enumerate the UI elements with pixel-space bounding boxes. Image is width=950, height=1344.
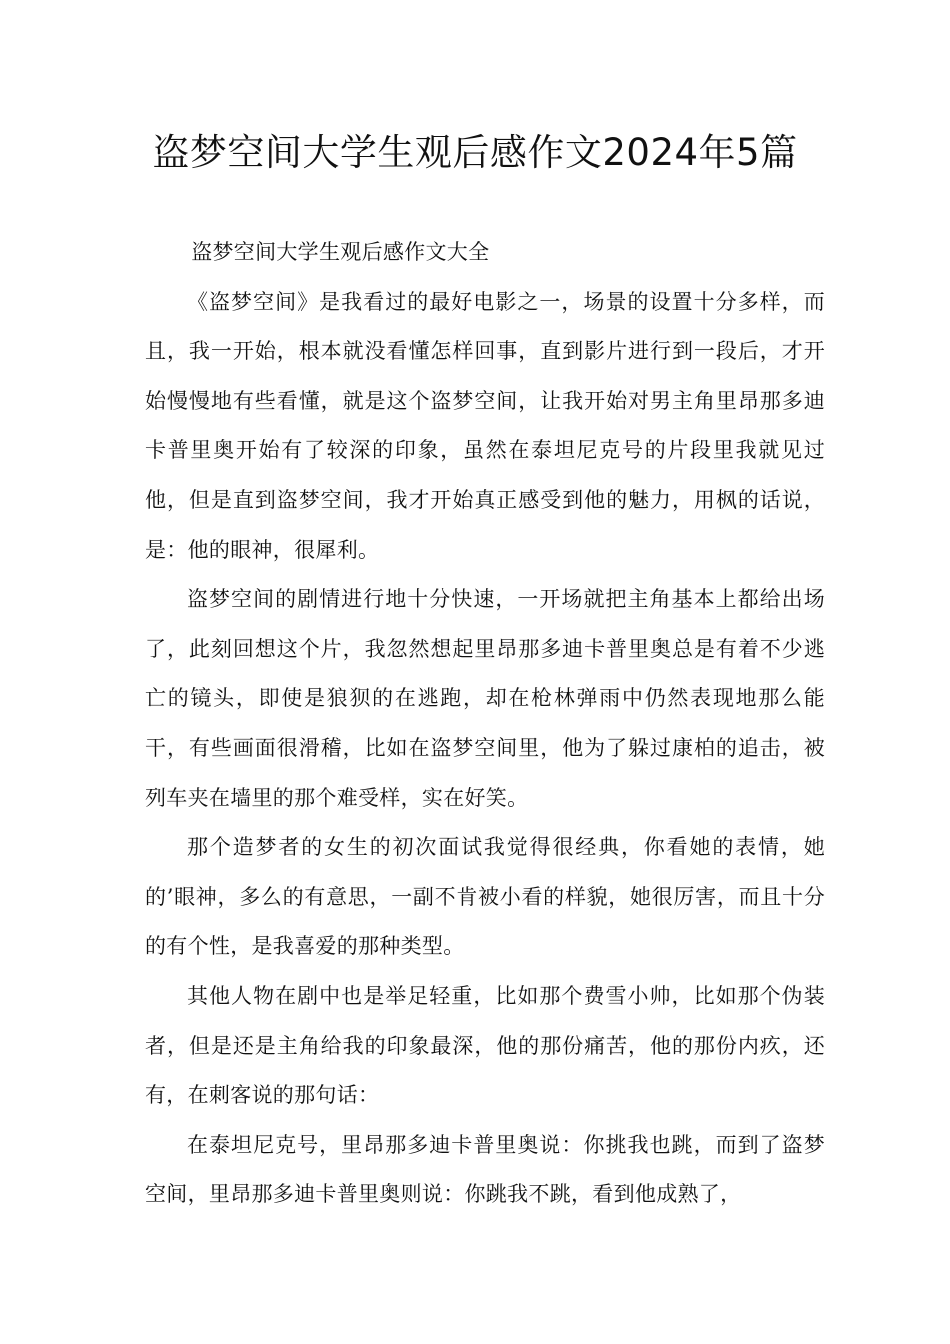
paragraph: 在泰坦尼克号，里昂那多迪卡普里奥说：你挑我也跳，而到了盗梦空间，里昂那多迪卡普里奥则说：你跳我不跳，看到他成熟了， [145,1132,825,1207]
paragraph-subtitle: 盗梦空间大学生观后感作文大全 [191,240,490,264]
document-title: 盗梦空间大学生观后感作文2024年5篇 [152,131,798,174]
paragraph: 那个造梦者的女生的初次面试我觉得很经典，你看她的表情，她的’眼神，多么的有意思，一副不肯被小看的样貌，她很厉害，而且十分的有个性，是我喜爱的那种类型。 [145,835,825,959]
paragraph: 其他人物在剧中也是举足轻重，比如那个费雪小帅，比如那个伪装者，但是还是主角给我的印象最深，他的那份痛苦，他的那份内疚，还有，在刺客说的那句话： [145,983,825,1108]
document-body [145,228,825,1220]
paragraph: 《盗梦空间》是我看过的最好电影之一，场景的设置十分多样，而且，我一开始，根本就没看懂怎样回事，直到影片进行到一段后，才开始慢慢地有些看懂，就是这个盗梦空间，让我开始对男主角里昂那多迪卡普里奥开始有了较深的印象，虽然在泰坦尼克号的片段里我就见过他，但是直到盗梦空间，我才开始真正感受到他的魅力，用枫的话说，是：他的眼神，很犀利。 [145,289,825,562]
paragraph: 盗梦空间的剧情进行地十分快速，一开场就把主角基本上都给出场了，此刻回想这个片，我忽然想起里昂那多迪卡普里奥总是有着不少逃亡的镜头，即使是狼狈的在逃跑，却在枪林弹雨中仍然表现地那么能干，有些画面很滑稽，比如在盗梦空间里，他为了躲过康柏的追击，被列车夹在墙里的那个难受样，实在好笑。 [145,587,825,810]
